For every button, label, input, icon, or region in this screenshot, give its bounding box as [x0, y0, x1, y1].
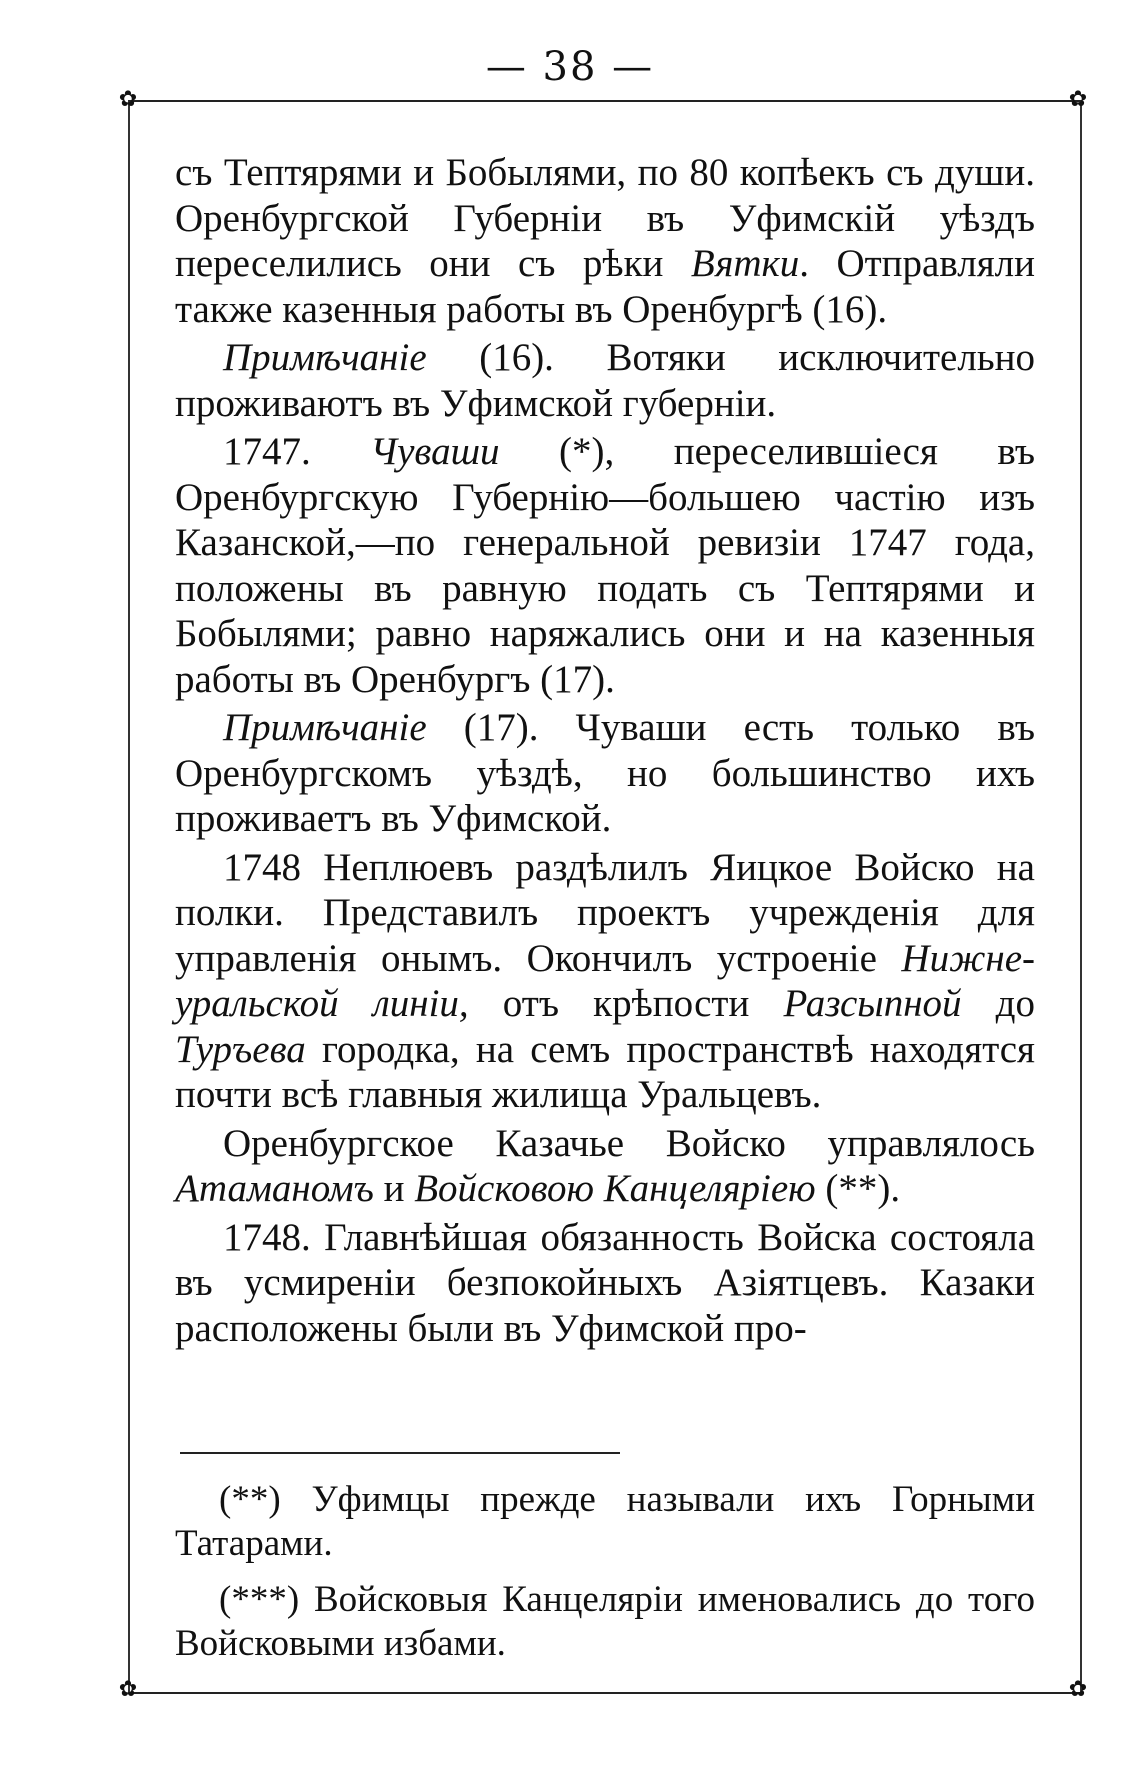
- corner-ornament-icon: ✿: [118, 87, 138, 112]
- main-text: [175, 150, 1035, 1354]
- footnotes: [175, 1478, 1035, 1678]
- paragraph: [175, 150, 1035, 332]
- paragraph: [175, 845, 1035, 1118]
- paragraph: [175, 335, 1035, 426]
- text-run: городка, на семъ пространствѣ находятся почти всѣ главныя жилища Уральцевъ.: [175, 1027, 1035, 1116]
- text-run: 1747.: [223, 430, 371, 473]
- paragraph: [175, 1121, 1035, 1212]
- text-run: (16). Вотяки исключительно проживаютъ въ Уфимской губерніи.: [175, 336, 1035, 425]
- italic-text: Разсыпной: [783, 982, 962, 1025]
- italic-text: Атаманомъ: [175, 1167, 374, 1210]
- italic-text: Вятки: [690, 242, 800, 285]
- text-run: . Отправляли также казенныя работы въ Оренбургѣ (16).: [175, 242, 1035, 331]
- italic-text: Туръева: [175, 1027, 306, 1071]
- text-run: 1748 Неплюевъ раздѣлилъ Яицкое Войско на полки. Представилъ проектъ учрежденія для управленія онымъ. Окончилъ устроеніе: [175, 845, 1035, 980]
- italic-text: Примѣчаніе: [223, 336, 427, 379]
- text-run: 1748. Главнѣйшая обязанность Войска состояла въ усмиреніи безпокойныхъ Азіятцевъ. Казаки расположены были въ Уфимской про-: [175, 1215, 1035, 1350]
- text-run: (17). Чуваши есть только въ Оренбургскомъ уѣздѣ, но большинство ихъ проживаетъ въ Уфимской.: [175, 706, 1035, 840]
- corner-ornament-icon: ✿: [1068, 1677, 1088, 1702]
- footnote: (***) Войсковыя Канцеляріи именовались до того Войсковыми избами.: [175, 1579, 1035, 1664]
- corner-ornament-icon: ✿: [118, 1677, 138, 1702]
- text-run: отъ крѣпости: [468, 982, 784, 1025]
- page-number: — 38 —: [485, 44, 655, 90]
- paragraph: [175, 705, 1035, 842]
- text-run: (**).: [815, 1167, 901, 1210]
- footnote-divider: [180, 1452, 620, 1454]
- paragraph: [175, 429, 1035, 702]
- footnote: (**) Уфимцы прежде называли ихъ Горными Татарами.: [175, 1479, 1035, 1564]
- text-run: Оренбургское Казачье Войско управлялось: [223, 1121, 1035, 1165]
- text-run: (*), переселившіеся въ Оренбургскую Губернію—большею частію изъ Казанской,—по генеральной ревизіи 1747 года, положены въ равную подать съ Тептярями и Бобылями; равно наряжались они и на казенныя работы въ Оренбургъ (17).: [175, 430, 1035, 701]
- text-run: до: [961, 982, 1036, 1025]
- italic-text: Войсковою Канцеляріею: [414, 1167, 816, 1210]
- corner-ornament-icon: ✿: [1068, 87, 1088, 112]
- paragraph: [175, 1215, 1035, 1352]
- text-run: съ Тептярями и Бобылями, по 80 копѣекъ съ души. Оренбургской Губерніи въ Уфимскій уѣздъ переселились они съ рѣки: [175, 151, 1035, 285]
- text-run: и: [373, 1167, 415, 1210]
- italic-text: Нижне-уральской линіи,: [175, 936, 1035, 1025]
- italic-text: Примѣчаніе: [223, 706, 427, 749]
- italic-text: Чуваши: [370, 430, 500, 473]
